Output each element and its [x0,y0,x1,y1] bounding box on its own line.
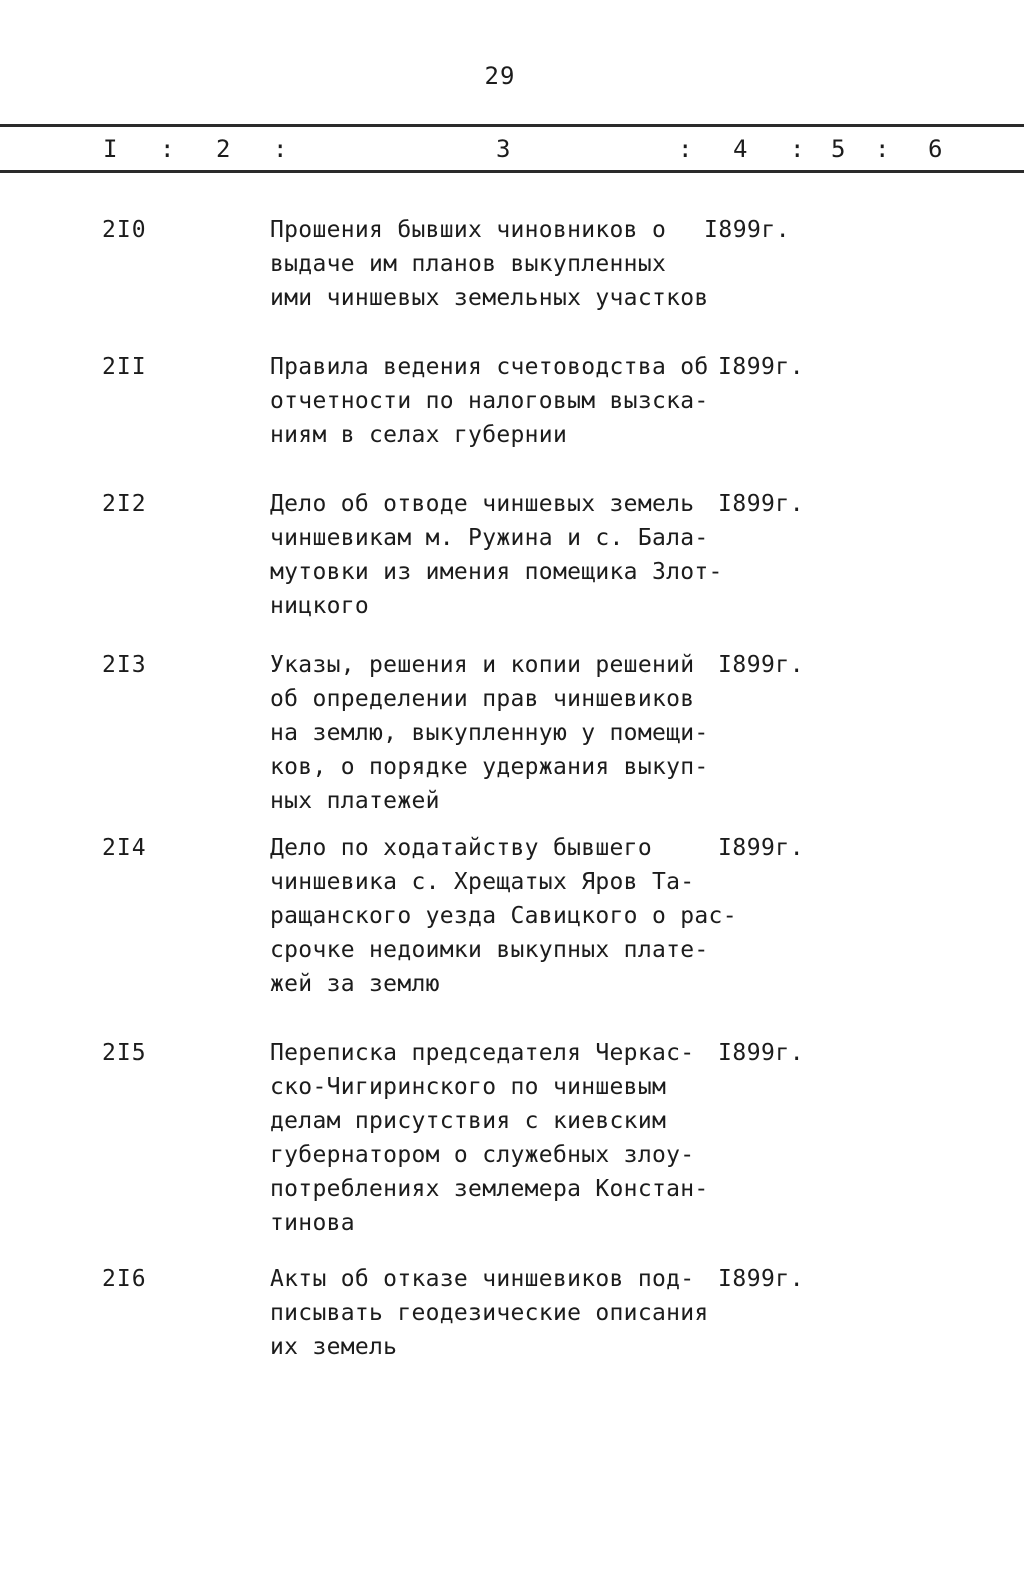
entry-title: Указы, решения и копии решений об определении прав чиншевиков на землю, выкупленную у помещи- ков, о порядке удержания выкуп- ных платежей [270,652,709,814]
entry-number: 2I0 [102,217,147,243]
column-header-1: I [103,135,118,163]
column-header-6: 6 [928,135,943,163]
entry-title: Правила ведения счетоводства об отчетности по налоговым вызска- ниям в селах губернии [270,354,709,448]
entry-year: I899г. [718,835,805,861]
entry-year: I899г. [718,354,805,380]
entry-year: I899г. [704,217,791,243]
entry-title: Переписка председателя Черкас- ско-Чигиринского по чиншевым делам присутствия с киевским губернатором о служебных злоу- потреблениях землемера Констан- тинова [270,1040,709,1236]
entry-year: I899г. [718,1040,805,1066]
entry-number: 2I5 [102,1040,147,1066]
column-header-5: 5 [831,135,846,163]
header-rule-bottom [0,170,1024,173]
entry-year: I899г. [718,652,805,678]
entry-number: 2I3 [102,652,147,678]
entry-number: 2II [102,354,147,380]
entry-title: Акты об отказе чиншевиков под- писывать геодезические описания их земель [270,1266,709,1360]
column-header-4: 4 [733,135,748,163]
entry-number: 2I6 [102,1266,147,1292]
column-separator: : [273,135,288,163]
column-separator: : [790,135,805,163]
entry-title: Дело по ходатайству бывшего чиншевика с. Хрещатых Яров Та- ращанского уезда Савицкого о рас- срочке недоимки выкупных плате- жей за землю [270,835,737,997]
column-header-2: 2 [216,135,231,163]
page-number: 29 [484,62,516,90]
entry-number: 2I2 [102,491,147,517]
entry-year: I899г. [718,491,805,517]
column-header-3: 3 [496,135,511,163]
entry-year: I899г. [718,1266,805,1292]
column-separator: : [678,135,693,163]
header-rule-top [0,124,1024,127]
entry-number: 2I4 [102,835,147,861]
column-separator: : [875,135,890,163]
entry-title: Дело об отводе чиншевых земель чиншевикам м. Ружина и с. Бала- мутовки из имения помещика Злот- ницкого [270,491,723,619]
entry-title: Прошения бывших чиновников о выдаче им планов выкупленных ими чиншевых земельных участков [270,217,709,311]
column-separator: : [160,135,175,163]
